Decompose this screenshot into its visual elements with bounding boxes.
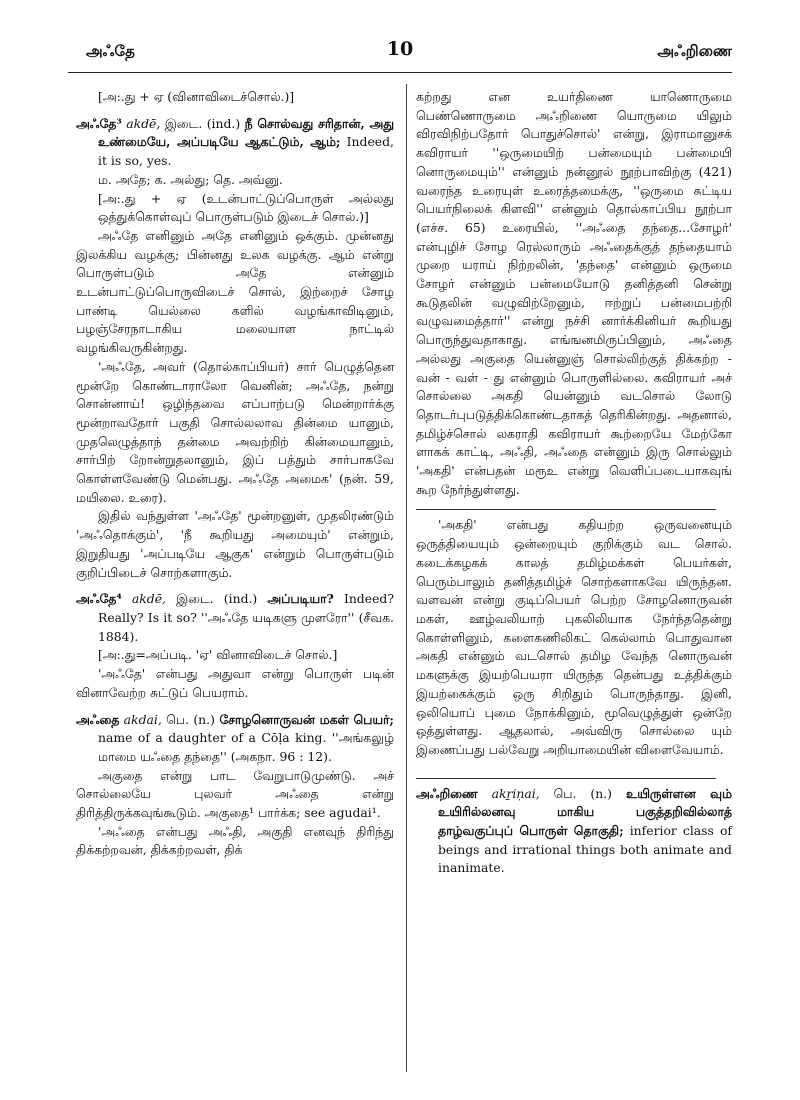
entry-akde-4: [76, 590, 394, 646]
entry-akdai: [76, 711, 394, 767]
tamil-meaning: உயிருள்ளன வும் உயிரில்லனவு மாகிய பகுத்தறிவில்லாத் தாழ்வகுப்புப் பொருள் தொகுதி;: [438, 785, 732, 839]
headword: அஃறிணை: [416, 785, 478, 801]
english-meaning: inferior class of beings and irrational things both animate and inanimate.: [438, 823, 732, 876]
etymology-note: [அ:.து + ஏ (உடன்பாட்டுப்பொருள் அல்லது ஒத்துக்கொள்வுப் பொருள்படும் இடைச் சொல்.)]: [98, 190, 394, 225]
tamil-meaning: சோழனொருவன் மகள் பெயர்;: [219, 711, 394, 727]
entry-akrinai: [416, 785, 732, 879]
section-rule: [416, 509, 716, 510]
quotation: ''அஃதே யடிகளு முளரோ'' (சீவக. 1884).: [98, 609, 394, 644]
entry-paragraph: 'அஃதே' என்பது அதுவா என்று பொருள் படின் வினாவேற்ற சுட்டுப் பெயராம்.: [76, 666, 394, 700]
entry-akde-3: [76, 115, 394, 171]
transliteration: akdē,: [131, 591, 166, 607]
continued-paragraph: கற்றது என உயர்திணை யாணொருமை பெண்ணொருமை அஃறிணை யொருமை யிலும் விரவிநிற்பதோர் பொதுச்சொல்' என்று, இராமானுசக் கவிராயர் ''ஒருமையிற் பன்மையும் பன்மையி னொருமையும்'' என்னும் நன்னூல் நூற்பாவிற்கு (421) வரைந்த உரையுள் உரைத்தமைக்கு, ''ஒருமை சுட்டிய பெயர்நிலைக் கிளவி'' என்னும் தொல்காப்பிய நூற்பா (எச்ச. 65) உரையில், ''அஃதை தந்தை...சோழர்' என்புழிச் சோழ ரெல்லாரும் அஃதைக்குத் தந்தையாம் முறை யராய் நிற்றலின், 'தந்தை' என்னும் ஒருமை சோழர் என்னும் பன்மையோடு தனித்தனி சென்று கூடுதலின் வழுவிற்றேனும், ஈற்றுப் பன்மைபற்றி வழுவமைத்தார்'' என்று நச்சி னார்க்கினியர் கூறியது பொருந்துவதாகாது. எங்ஙனமிருப்பினும், அஃதை அல்லது அகுதை யென்னுஞ் சொல்லிற்குத் திக்கற்ற - வன் - வள் - து என்னும் பொருளில்லை. கவிராயர் அச் சொல்லை அகதி யென்னும் வடசொல் லோடு தொடர்புபடுத்திக்கொண்டதாகத் தெரிகின்றது. அதனால், தமிழ்ச்சொல் லகராதி கவிராயர் கூற்றையே மேற்கோ ளாகக் காட்டி, அஃதி, அஃதை என்னும் இரு சொல்லும் 'அகதி' என்பதன் மரூஉ என்று வெளிப்படையாகவுங் கூற நேர்ந்துள்ளது.: [416, 89, 732, 497]
entry-paragraph: அகுதை என்று பாட வேறுபாடுமுண்டு. அச் சொல்லையே புலவர் அஃதை என்று திரித்திருக்கவுங்கூடும். அகுதை¹ பார்க்க; see agudai¹.: [76, 767, 394, 821]
header-rule: [68, 72, 732, 73]
running-header: [68, 36, 732, 64]
etymology-note: [அ:.து + ஏ (வினாவிடைச்சொல்.)]: [98, 89, 295, 104]
headword: அஃதே³: [76, 115, 122, 131]
english-meaning: Indeed? Really? Is it so?: [98, 591, 394, 625]
tamil-meaning: அப்படியா?: [267, 591, 334, 607]
headword: அஃதே⁴: [76, 591, 122, 607]
transliteration: akṟiṇai,: [491, 785, 540, 801]
transliteration: akdē,: [126, 115, 161, 131]
transliteration: akdai,: [123, 711, 162, 727]
part-of-speech: இடை. (ind.): [164, 115, 241, 131]
part-of-speech: பெ. (n.): [553, 785, 612, 801]
section-rule: [416, 778, 716, 779]
entry-paragraph: இதில் வந்துள்ள 'அஃதே' மூன்றனுள், முதலிரண்டும் 'அஃதொக்கும்', 'நீ கூறியது அமையும்' என்றும், இறுதியது 'அப்படியே ஆகுக' என்றும் பொருள்படும் குறிப்பிடைச் சொற்களாகும்.: [76, 508, 394, 580]
english-meaning: name of a daughter of a Cōḷa king.: [98, 730, 327, 746]
part-of-speech: பெ. (n.): [166, 711, 215, 727]
entry-paragraph: 'அஃதே, அவர் (தொல்காப்பியர்) சார் பெழுத்தென மூன்றே கொண்டாராலோ வெனின்; அஃதே, நன்று சொன்னாய்! ஒழிந்தவை எப்பாற்படு மென்றார்க்கு மூன்றாவதோர் பகுதி சொல்லலாவ தின்மை யானும், முதலெழுத்தாந் தன்மை அவற்றிற் கின்மையானும், சார்பிற் றோன்றுதலானும், இப் பத்தும் சார்பாகவே கொள்ளவேண்டு மென்பது. அஃதே அமைக' (நன். 59, மயிலை. உரை).: [76, 358, 394, 505]
entry-paragraph: 'அஃதை என்பது அஃதி, அகுதி எனவுந் திரிந்து திக்கற்றவன், திக்கற்றவள், திக்: [76, 823, 394, 858]
entry-paragraph: 'அகதி' என்பது கதியற்ற ஒருவனையும் ஒருத்தியையும் ஒன்றையும் குறிக்கும் வட சொல். கடைக்கழகக் காலத் தமிழ்மக்கள் பெயர்கள், பெரும்பாலும் தனித்தமிழ்ச் சொற்களாகவே யிருந்தன. வளவன் என்று குடிப்பெயர் பெற்ற சோழனொருவன் மகள், ஊழ்வலியாற் புகலிலியாக நேர்ந்ததென்று கொள்ளினும், களைகணிலிகட் கெல்லாம் பொதுவான அகதி என்னும் வடசொல் தமிழ வேந்த னொருவன் மகளுக்கு இயற்பெயரா யிருந்த தென்பது உத்திக்கும் இயற்கைக்கும் ஒரு சிறிதும் பொருந்தாது. இனி, ஒலியொப் புமை நோக்கினும், மூவெழுத்துள் ஒன்றே ஒத்துள்ளது. ஆதலால், அவ்விரு சொல்லை யும் இணைப்பது பல்வேறு அறியாமையின் விளைவேயாம்.: [416, 517, 732, 757]
right-column: [416, 88, 732, 878]
header-right-guide-word: அஃறிணை: [657, 42, 732, 60]
cognates: ம. அதே; க. அல்து; தெ. அவ்னு.: [98, 171, 283, 187]
headword: அஃதை: [76, 711, 120, 727]
quotation: ''அங்கலுழ் மாமை யஃதை தந்தை'' (அகநா. 96 : 12).: [98, 730, 394, 764]
page-number: 10: [386, 38, 414, 60]
etymology-note: [அ:.து=அப்படி. 'ஏ' வினாவிடைச் சொல்.]: [98, 647, 338, 663]
left-column: [76, 88, 394, 860]
header-left-guide-word: அஃதே: [86, 42, 135, 60]
column-divider: [406, 84, 407, 1072]
tamil-meaning: நீ சொல்வது சரிதான், அது உண்மையே, அப்படியே ஆகட்டும், ஆம்;: [98, 115, 394, 150]
english-meaning: Indeed, it is so, yes.: [98, 134, 394, 169]
part-of-speech: இடை. (ind.): [176, 591, 258, 607]
entry-paragraph: அஃதே எனினும் அதே எனினும் ஒக்கும். முன்னது இலக்கிய வழக்கு; பின்னது உலக வழக்கு. ஆம் என்று பொருள்படும் அதே என்னும் உடன்பாட்டுப்பொருவிடைச் சொல், இற்றைச் சோழ பாண்டி யெல்லை களில் வழங்காவிடினும், பழஞ்சேரநாடாகிய மலையாள நாட்டில் வழங்கிவருகின்றது.: [76, 227, 394, 356]
